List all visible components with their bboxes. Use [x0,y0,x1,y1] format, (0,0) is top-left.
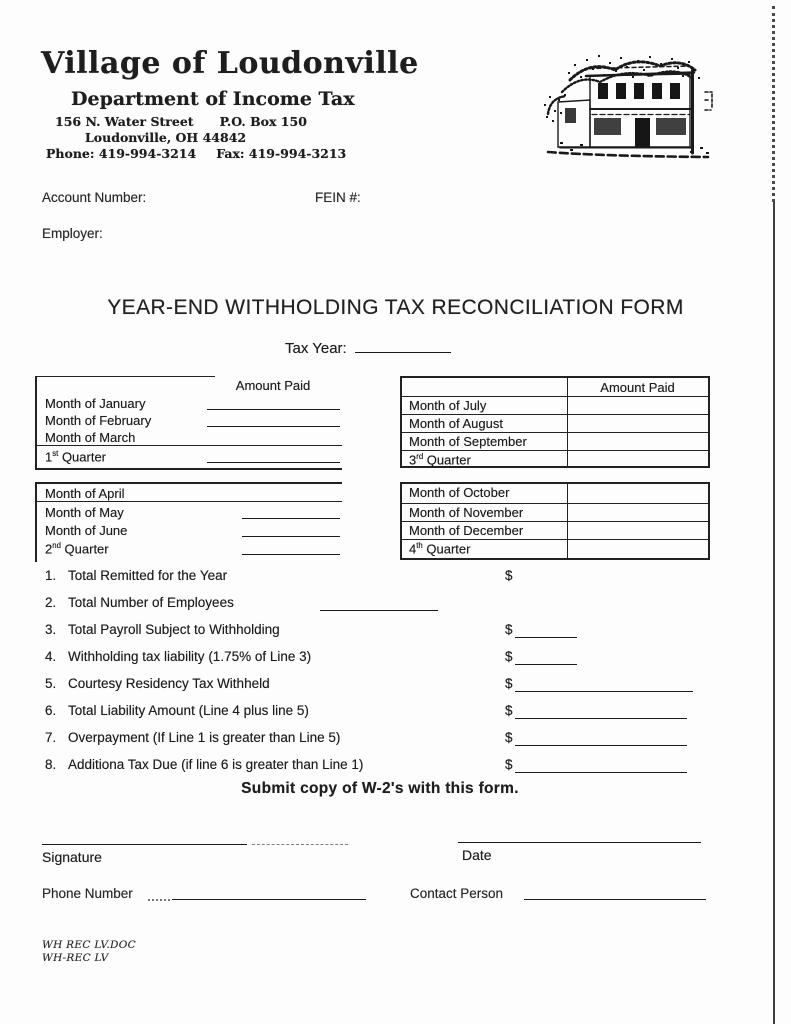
line-number: 5. [45,676,57,691]
dollar-sign: $ [505,568,513,583]
quarter-total-label [409,541,470,556]
table-row [37,485,342,502]
quarter-number: 3 [409,452,417,468]
table-row [402,503,708,522]
quarter-number: 2 [45,541,53,557]
list-item [35,730,755,748]
september-amount-cell[interactable] [567,433,708,451]
table-row [37,412,342,429]
april-amount-line[interactable] [37,500,342,502]
quarter-total-label [409,452,471,467]
q1-total-amount-line[interactable] [207,461,340,463]
line-number: 6. [45,703,57,718]
list-item [35,649,755,667]
month-label: Month of July [409,398,487,413]
q1-amount-paid-header: Amount Paid [235,378,311,393]
date-label: Date [462,847,492,863]
list-item [35,757,755,775]
month-label: Month of January [45,396,146,411]
q4-total-amount-cell[interactable] [567,540,708,559]
po-box: P.O. Box 150 [219,114,307,129]
tax-year-row [285,338,451,357]
line-number: 3. [45,622,57,637]
q2-total-amount-line[interactable] [242,553,340,555]
dollar-sign: $ [505,676,513,691]
table-row [402,432,708,451]
line-label: Additiona Tax Due (if line 6 is greater than Line 1) [68,757,364,772]
quarter-total-label [45,541,109,556]
line-label: Courtesy Residency Tax Withheld [68,676,270,691]
phone-number-line[interactable] [172,899,366,901]
quarter-ordinal: rd [416,452,424,461]
july-amount-cell[interactable] [567,397,708,415]
month-label: Month of March [45,430,136,445]
table-row [37,429,342,446]
quarter-number: 4 [409,541,417,557]
february-amount-line[interactable] [207,425,340,427]
table-row [37,395,342,412]
doc-name: WH-REC LV [42,952,109,964]
amount-entry-line[interactable] [515,717,687,719]
table-row [37,448,342,465]
quarter-word: Quarter [64,541,109,557]
table-row [37,504,342,521]
list-item [35,568,755,586]
doc-filename: WH REC LV.DOC [42,939,137,951]
month-label: Month of November [409,505,524,520]
date-line[interactable] [458,842,701,844]
quarter-ordinal: st [52,449,59,458]
city-state-zip: Loudonville, OH 44842 [85,130,247,145]
line-label: Withholding tax liability (1.75% of Line 3) [68,649,312,664]
phone-number-label: Phone Number [42,886,133,901]
month-label: Month of April [45,486,125,501]
quarter3-table [400,376,710,468]
list-item [35,676,755,694]
line-label: Total Number of Employees [68,595,234,610]
scan-artifact [252,844,348,846]
quarter-word: Quarter [426,541,471,557]
march-amount-line[interactable] [37,444,342,446]
contact-person-line[interactable] [524,899,706,901]
account-number-label: Account Number: [42,190,147,205]
tax-year-blank-line[interactable] [355,338,451,353]
january-amount-line[interactable] [207,408,340,410]
december-amount-cell[interactable] [567,522,708,540]
signature-label: Signature [42,849,102,865]
building-sketch-icon [540,52,718,170]
august-amount-cell[interactable] [567,415,708,433]
department-name: Department of Income Tax [71,88,355,110]
line-label: Total Remitted for the Year [68,568,228,583]
employee-count-line[interactable] [320,609,438,611]
phone-number: Phone: 419-994-3214 [46,146,197,161]
quarter-number: 1 [45,449,53,465]
table-row [402,450,708,467]
month-label: Month of June [45,523,128,538]
list-item [35,622,755,640]
may-amount-line[interactable] [242,517,340,519]
amount-entry-line[interactable] [515,690,693,692]
table-row [402,396,708,415]
quarter-word: Quarter [61,449,107,465]
q3-total-amount-cell[interactable] [567,451,708,467]
phone-fax-line [46,146,346,161]
month-label: Month of September [409,434,527,449]
dollar-sign: $ [505,703,513,718]
submit-instruction: Submit copy of W-2's with this form. [241,780,519,797]
line-label: Total Payroll Subject to Withholding [68,622,280,637]
line-number: 7. [45,730,57,745]
june-amount-line[interactable] [242,535,340,537]
page-edge-line-artifact [773,202,775,1024]
month-label: Month of August [409,416,503,431]
month-label: Month of December [409,523,524,538]
org-name: Village of Loudonville [41,46,419,81]
line-label: Overpayment (If Line 1 is greater than Line 5) [68,730,341,745]
quarter1-table [35,376,342,470]
november-amount-cell[interactable] [567,504,708,522]
q3-amount-paid-header: Amount Paid [600,380,675,395]
street-address [55,114,307,129]
table-row [37,522,342,539]
table-row [402,539,708,559]
dollar-sign: $ [505,730,513,745]
line-label: Total Liability Amount (Line 4 plus line 5) [68,703,309,718]
dollar-sign: $ [505,622,513,637]
amount-entry-line[interactable] [515,771,687,773]
quarter-word: Quarter [426,452,471,468]
village-building-illustration [540,52,718,170]
form-title: YEAR-END WITHHOLDING TAX RECONCILIATION FORM [107,296,684,319]
month-label: Month of May [45,505,124,520]
quarter4-table [400,482,710,560]
employer-label: Employer: [42,226,103,241]
quarter-total-label [45,449,106,464]
month-label: Month of February [45,413,152,428]
dollar-sign: $ [505,757,513,772]
amount-entry-line[interactable] [515,663,577,665]
scan-artifact [148,899,170,902]
quarter2-table [35,482,342,562]
table-row [37,540,342,557]
table-row [402,484,708,503]
street-line: 156 N. Water Street [55,114,194,129]
tax-year-label: Tax Year: [285,340,347,357]
table-row [402,521,708,540]
dollar-sign: $ [505,649,513,664]
amount-entry-line[interactable] [515,636,577,638]
line-number: 2. [45,595,57,610]
quarter-ordinal: nd [52,541,61,550]
fax-number: Fax: 419-994-3213 [216,146,347,161]
line-number: 1. [45,568,57,583]
document-footer [42,939,136,965]
page-edge-dotted-artifact [772,6,775,202]
quarter-ordinal: th [416,541,423,550]
table-row [402,414,708,433]
totals-section [35,566,755,778]
list-item [35,595,755,613]
fein-label: FEIN #: [315,190,361,205]
list-item [35,703,755,721]
line-number: 4. [45,649,57,664]
october-amount-cell[interactable] [567,484,708,503]
amount-entry-line[interactable] [515,744,687,746]
signature-line[interactable] [42,844,247,846]
contact-person-label: Contact Person [410,886,504,901]
month-label: Month of October [409,485,510,500]
line-number: 8. [45,757,57,772]
